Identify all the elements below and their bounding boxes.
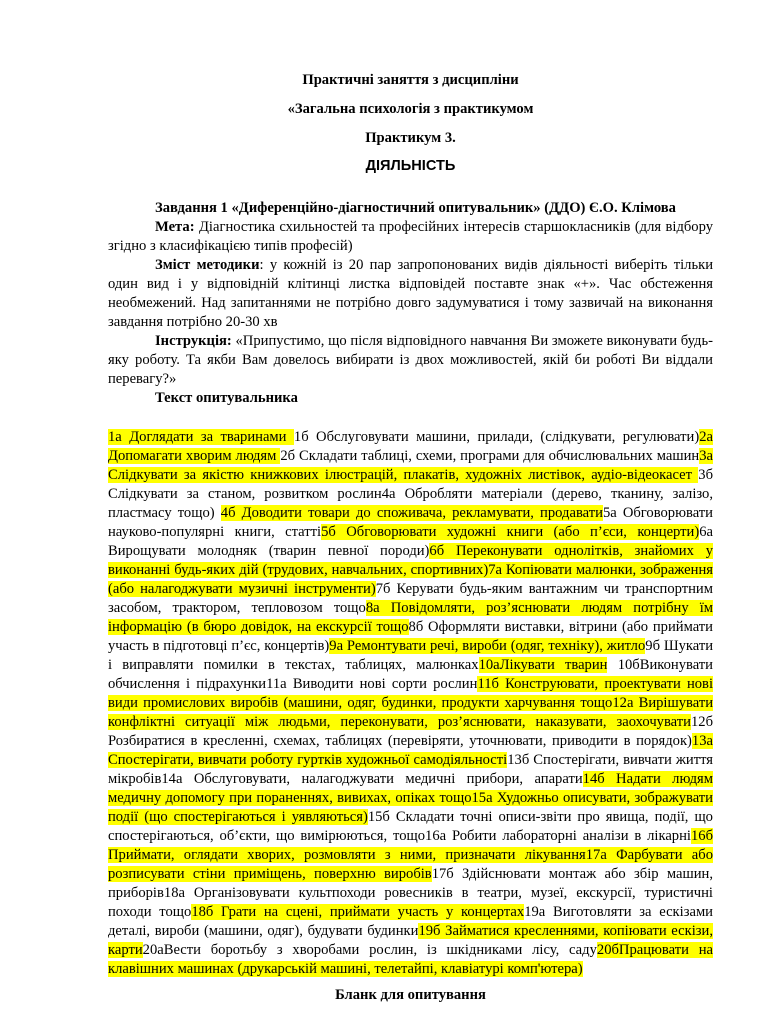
questionnaire-item: 18а Організовувати культпоходи ровесників в театри, музеї, екскурсії, туристичні походи тощо (108, 885, 713, 920)
questionnaire-item: 4а Обробляти матеріали (дерево, тканину, залізо, пластмасу тощо) (108, 486, 714, 521)
questionnaire-item: 9б Шукати і виправляти помилки в текстах, таблицях, малюнках (108, 638, 714, 673)
questionnaire-item: 1б Обслуговувати машини, прилади, (слідкувати, регулювати) (293, 429, 700, 445)
questionnaire-item: 4б Доводити товари до споживача, рекламувати, продавати (220, 505, 603, 521)
questionnaire-item: 5б Обговорювати художні книги (або п’єси, концерти) (321, 524, 700, 540)
questionnaire-item: 13а Спостерігати, вивчати роботу гуртків художньої самодіяльності (108, 733, 713, 768)
questionnaire-item: 17а Фарбувати або розписувати стіни приміщень, поверхню виробів (108, 847, 713, 882)
questionnaire-item: 2б Складати таблиці, схеми, програми для обчислювальних машин (280, 448, 700, 464)
instruction-label: Інструкція: (155, 333, 232, 349)
questionnaire-item: 18б Грати на сцені, приймати участь у концертах (191, 904, 525, 920)
questionnaire-item: 3б Слідкувати за станом, розвитком рослин (108, 467, 713, 502)
questionnaire-item: 14а Обслуговувати, налагоджувати медичні прибори, апарати (161, 771, 583, 787)
document-page (108, 66, 713, 1005)
questionnaire-item: 8а Повідомляти, роз’яснювати людям потрібну їм інформацію (в бюро довідок, на екскурсії тощо (108, 600, 714, 635)
spacer (108, 408, 713, 428)
questionnaire-item: 11б Конструювати, проектувати нові види промислових виробів (машини, одяг, будинки, продукти харчування тощо (108, 676, 713, 711)
course-title: «Загальна психологія з практикумом (287, 101, 534, 117)
questionnaire-item: 16а Робити лабораторні аналізи в лікарні (425, 828, 691, 844)
page-title: ДІЯЛЬНІСТЬ (365, 158, 456, 174)
questionnaire-item: 20бПрацювати на клавішних машинах (друкарській машині, телетайпі, клавіатурі комп'ютера) (108, 942, 713, 977)
questionnaire-item: 10аЛікувати тварин (478, 657, 608, 673)
workshop-number: Практикум 3. (365, 130, 456, 146)
spacer (108, 179, 713, 199)
task-heading: Завдання 1 «Диференційно-діагностичний опитувальник» (ДДО) Є.О. Клімова (155, 200, 676, 216)
questionnaire-item: 19а Виготовляти за ескізами деталі, вироби (машини, одяг), будувати будинки (108, 904, 713, 939)
questionnaire-item: 10бВиконувати обчислення і підрахунки (108, 657, 713, 692)
questionnaire-item: 7а Копіювати малюнки, зображення (або налагоджувати музичні інструменти) (108, 562, 713, 597)
goal-label: Мета: (155, 219, 195, 235)
goal-text: Діагностика схильностей та професійних інтересів старшокласників (для відбору згідно з класифікацією типів професій) (108, 219, 713, 254)
questionnaire-item: 15б Складати точні описи-звіти про явища, події, що спостерігаються, об’єкти, що вимірюються, тощо (108, 809, 713, 844)
course-line: Практичні заняття з дисципліни (302, 72, 519, 88)
goal-paragraph (108, 218, 713, 256)
questionnaire-item: 7б Керувати будь-яким вантажним чи транспортним засобом, трактором, тепловозом тощо (108, 581, 713, 616)
questionnaire-item: 11а Виводити нові сорти рослин (266, 676, 478, 692)
questionnaire-item: 19б Займатися кресленнями, копіювати ескізи, карти (108, 923, 713, 958)
answer-form-heading: Бланк для опитування (335, 987, 486, 1003)
questionnaire-heading: Текст опитувальника (155, 390, 298, 406)
content-label: Зміст методики (155, 257, 260, 273)
questionnaire-item: 17б Здійснювати монтаж або збір машин, приборів (108, 866, 713, 901)
content-paragraph (108, 256, 713, 332)
questionnaire-item: 14б Надати людям медичну допомогу при пораненнях, вивихах, опіках тощо (108, 771, 713, 806)
questionnaire-item: 2а Допомагати хворим людям (108, 429, 713, 464)
questionnaire-item: 6б Переконувати однолітків, знайомих у виконанні будь-яких дій (трудових, навчальних, спортивних) (108, 543, 713, 578)
questionnaire-item: 5а Обговорювати науково-популярні книги, статті (108, 505, 713, 540)
questionnaire-item: 3а Слідкувати за якістю книжкових ілюстрацій, плакатів, художніх листівок, аудіо-відеокасет (108, 448, 713, 483)
questionnaire-text (108, 428, 713, 979)
questionnaire-item: 12б Розбиратися в кресленні, схемах, таблицях (перевіряти, уточнювати, приводити в порядок) (108, 714, 713, 749)
instruction-text: «Припустимо, що після відповідного навчання Ви зможете виконувати будь-яку роботу. Та якби Вам довелось вибирати із двох можливостей, якій би роботі Ви віддали перевагу?» (108, 333, 713, 387)
questionnaire-item: 1а Доглядати за тваринами (108, 429, 294, 445)
questionnaire-item: 12а Вирішувати конфліктні ситуації між людьми, переконувати, роз’яснювати, наказувати, заохочувати (108, 695, 714, 730)
questionnaire-item: 16б Приймати, оглядати хворих, розмовляти з ними, призначати лікування (108, 828, 714, 863)
questionnaire-item: 9а Ремонтувати речі, вироби (одяг, техніку), житло (329, 638, 646, 654)
questionnaire-item: 15а Художньо описувати, зображувати події (що спостерігаються і уявляються) (108, 790, 713, 825)
questionnaire-item: 13б Спостерігати, вивчати життя мікробів (108, 752, 713, 787)
questionnaire-item: 6а Вирощувати молодняк (тварин певної породи) (108, 524, 713, 559)
questionnaire-item: 8б Оформляти виставки, вітрини (або приймати участь в підготовці п’єс, концертів) (108, 619, 713, 654)
questionnaire-item: 20аВести боротьбу з хворобами рослин, із шкідниками лісу, саду (142, 942, 597, 958)
instruction-paragraph (108, 332, 713, 389)
content-text: : у кожній із 20 пар запропонованих видів діяльності виберіть тільки один вид і у відповідній клітинці листка відповідей поставте знак «+». Час обстеження необмежений. Над запитаннями не потрібно довго задумуватися і тому зазвичай на виконання завдання потрібно 20-30 хв (108, 257, 714, 330)
